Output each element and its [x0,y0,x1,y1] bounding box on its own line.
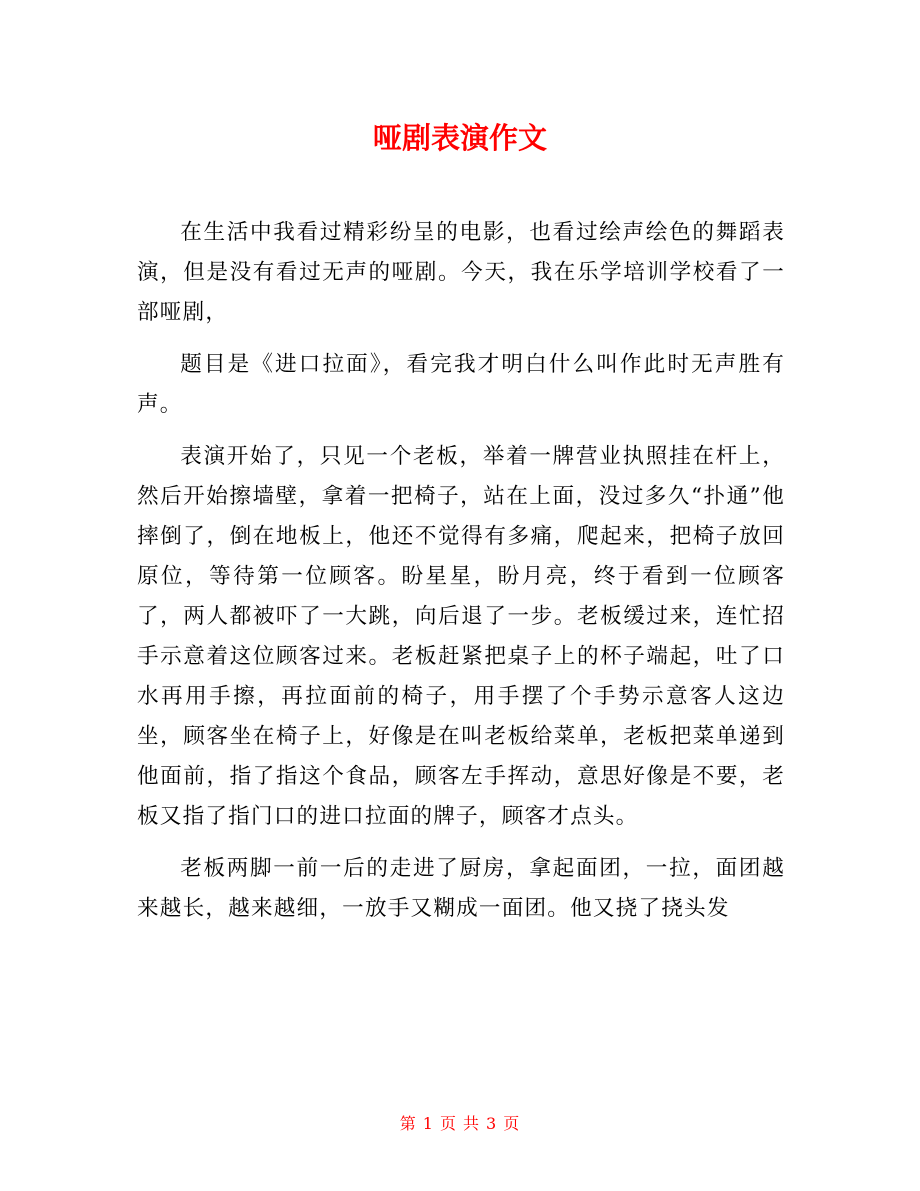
footer-current-page: 1 [422,1114,434,1133]
footer-label-page-unit: 页 [439,1114,457,1133]
page-footer [0,1112,920,1136]
paragraph: 题目是《进口拉面》，看完我才明白什么叫作此时无声胜有声。 [137,352,785,417]
footer-total-pages: 3 [486,1114,498,1133]
paragraph: 表演开始了，只见一个老板，举着一牌营业执照挂在杆上，然后开始擦墙壁，拿着一把椅子，站在上面，没过多久“扑通”他摔倒了，倒在地板上，他还不觉得有多痛，爬起来，把椅子放回原位，等待第一位顾客。盼星星，盼月亮，终于看到一位顾客了，两人都被吓了一大跳，向后退了一步。老板缓过来，连忙招手示意着这位顾客过来。老板赶紧把桌子上的杯子端起，吐了口水再用手擦，再拉面前的椅子，用手摆了个手势示意客人这边坐，顾客坐在椅子上，好像是在叫老板给菜单，老板把菜单递到他面前，指了指这个食品，顾客左手挥动，意思好像是不要，老板又指了指门口的进口拉面的牌子，顾客才点头。 [137,444,785,829]
footer-label-page: 第 [399,1114,417,1133]
paragraph: 老板两脚一前一后的走进了厨房，拿起面团，一拉，面团越来越长，越来越细，一放手又糊成一面团。他又挠了挠头发 [137,856,785,921]
paragraph: 在生活中我看过精彩纷呈的电影，也看过绘声绘色的舞蹈表演，但是没有看过无声的哑剧。今天，我在乐学培训学校看了一部哑剧， [137,220,785,325]
document-body [137,213,785,941]
footer-label-total: 共 [463,1114,481,1133]
footer-label-total-unit: 页 [503,1114,521,1133]
document-title: 哑剧表演作文 [372,121,547,155]
